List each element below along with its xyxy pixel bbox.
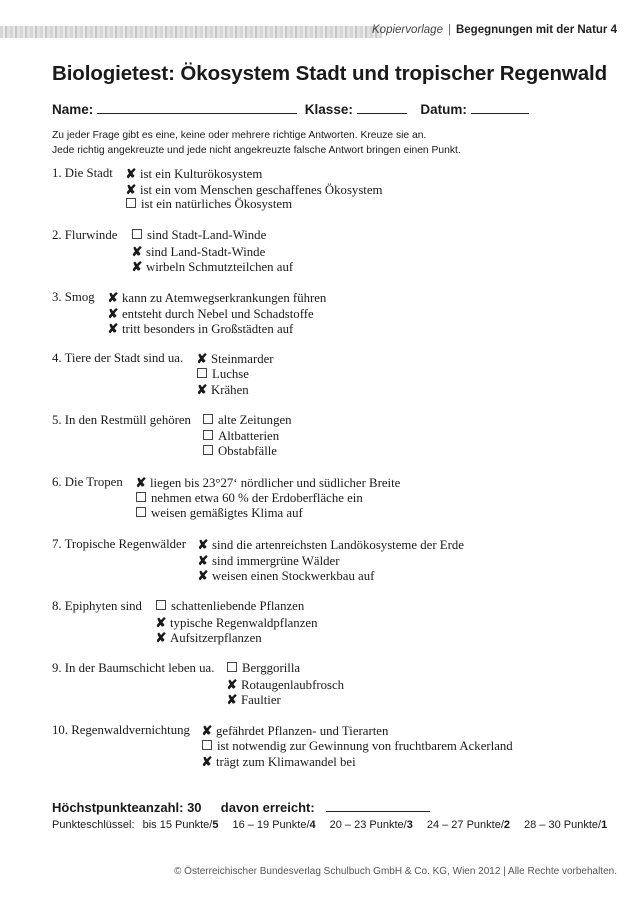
- class-field[interactable]: [357, 102, 407, 114]
- grade-range: 20 – 23 Punkte/: [329, 819, 407, 831]
- empty-checkbox-icon[interactable]: [197, 368, 207, 378]
- question-4: 4. Tiere der Stadt sind ua.: [52, 351, 184, 365]
- question-10: 10. Regenwaldvernichtung: [52, 723, 190, 737]
- answer-option[interactable]: [125, 197, 292, 212]
- answer-text: sind Land-Stadt-Winde: [146, 244, 266, 259]
- answer-option[interactable]: [131, 259, 293, 274]
- answer-option[interactable]: [107, 306, 314, 321]
- checked-cross-icon[interactable]: ✘: [226, 692, 238, 707]
- checked-cross-icon[interactable]: ✘: [125, 181, 137, 197]
- answer-text: Obstabfälle: [218, 444, 277, 458]
- empty-checkbox-icon[interactable]: [227, 662, 237, 672]
- answer-text: weisen einen Stockwerkbau auf: [212, 569, 375, 583]
- answer-text: ist ein vom Menschen geschaffenes Ökosystem: [140, 182, 383, 197]
- checked-cross-icon[interactable]: ✘: [201, 723, 213, 738]
- date-field[interactable]: [471, 102, 529, 114]
- checked-cross-icon[interactable]: ✘: [197, 537, 209, 552]
- header: Kopiervorlage | Begegnungen mit der Natur 4: [372, 24, 617, 36]
- date-label: Datum:: [420, 102, 467, 117]
- answer-option[interactable]: [226, 692, 281, 707]
- grade-value: 5: [212, 819, 219, 831]
- answer-option[interactable]: [226, 677, 344, 692]
- answer-option[interactable]: [226, 661, 300, 676]
- answer-text: sind Stadt-Land-Winde: [147, 228, 267, 242]
- answer-option[interactable]: [196, 382, 249, 397]
- question-9: 9. In der Baumschicht leben ua.: [52, 661, 215, 675]
- answer-text: entsteht durch Nebel und Schadstoffe: [122, 306, 314, 321]
- instruction-line: Zu jeder Frage gibt es eine, keine oder mehrere richtige Antworten. Kreuze sie an.: [52, 130, 427, 141]
- checked-cross-icon[interactable]: ✘: [155, 614, 167, 630]
- grade-entry: [232, 819, 315, 831]
- answer-option[interactable]: [135, 506, 303, 521]
- answer-text: kann zu Atemwegserkrankungen führen: [122, 291, 327, 305]
- checked-cross-icon[interactable]: ✘: [107, 290, 119, 305]
- achieved-field[interactable]: [326, 800, 430, 812]
- answer-text: ist ein natürliches Ökosystem: [141, 197, 293, 211]
- page-title: Biologietest: Ökosystem Stadt und tropischer Regenwald: [52, 62, 608, 85]
- answer-text: ist notwendig zur Gewinnung von fruchtbarem Ackerland: [217, 738, 513, 753]
- grade-range: 16 – 19 Punkte/: [232, 819, 310, 831]
- answer-text: alte Zeitungen: [218, 413, 292, 427]
- grade-range: 24 – 27 Punkte/: [426, 819, 504, 831]
- answer-text: trägt zum Klimawandel bei: [216, 755, 356, 769]
- checked-cross-icon[interactable]: ✘: [226, 676, 238, 692]
- checked-cross-icon[interactable]: ✘: [107, 321, 119, 336]
- answer-text: nehmen etwa 60 % der Erdoberfläche ein: [151, 490, 363, 505]
- answer-text: liegen bis 23°27‘ nördlicher und südlicher Breite: [150, 476, 401, 490]
- grading-key-label: Punkteschlüssel:: [52, 819, 135, 831]
- empty-checkbox-icon[interactable]: [136, 492, 146, 502]
- instruction-line: Jede richtig angekreuzte und jede nicht angekreuzte falsche Antwort bringen einen Punkt.: [52, 145, 461, 156]
- header-copy-template: Kopiervorlage: [372, 24, 443, 36]
- grade-entry: [143, 819, 219, 831]
- answer-option[interactable]: [202, 413, 292, 428]
- answer-option[interactable]: [135, 475, 400, 490]
- answer-option[interactable]: [155, 615, 317, 630]
- checked-cross-icon[interactable]: ✘: [197, 552, 209, 568]
- header-book-title: Begegnungen mit der Natur 4: [455, 24, 617, 36]
- checked-cross-icon[interactable]: ✘: [125, 166, 137, 181]
- answer-text: weisen gemäßigtes Klima auf: [151, 506, 303, 520]
- answer-text: Faultier: [241, 693, 281, 707]
- answer-option[interactable]: [135, 491, 363, 506]
- achieved-label: davon erreicht:: [220, 800, 315, 815]
- empty-checkbox-icon[interactable]: [136, 507, 146, 517]
- answer-text: typische Regenwaldpflanzen: [170, 615, 318, 630]
- question-3: 3. Smog: [52, 290, 95, 304]
- empty-checkbox-icon[interactable]: [202, 740, 212, 750]
- answer-option[interactable]: [197, 568, 374, 583]
- answer-text: Luchse: [212, 366, 249, 381]
- grade-entry: [330, 819, 413, 831]
- answer-option[interactable]: [107, 290, 326, 305]
- answer-option[interactable]: [196, 351, 274, 366]
- answer-option[interactable]: [197, 553, 339, 568]
- name-field[interactable]: [97, 102, 297, 114]
- grade-value: 2: [503, 819, 511, 831]
- name-label: Name:: [52, 102, 94, 117]
- grade-entry: [427, 819, 510, 831]
- empty-checkbox-icon[interactable]: [156, 600, 166, 610]
- answer-text: sind die artenreichsten Landökosysteme der Erde: [212, 538, 464, 552]
- empty-checkbox-icon[interactable]: [126, 198, 136, 208]
- answer-text: Berggorilla: [242, 661, 301, 675]
- grade-value: 4: [309, 819, 316, 831]
- student-fields: [52, 102, 529, 117]
- checked-cross-icon[interactable]: ✘: [131, 259, 143, 274]
- grade-entry: [524, 819, 607, 831]
- answer-option[interactable]: [201, 739, 513, 754]
- score-summary: [52, 800, 430, 815]
- checked-cross-icon[interactable]: ✘: [131, 243, 143, 259]
- grade-range: 28 – 30 Punkte/: [524, 819, 602, 831]
- answer-text: tritt besonders in Großstädten auf: [122, 322, 294, 336]
- checked-cross-icon[interactable]: ✘: [201, 754, 213, 769]
- question-6: 6. Die Tropen: [52, 475, 123, 489]
- empty-checkbox-icon[interactable]: [203, 445, 213, 455]
- checked-cross-icon[interactable]: ✘: [196, 351, 208, 366]
- answer-option[interactable]: [155, 599, 304, 614]
- answer-option[interactable]: [155, 630, 262, 645]
- answer-option[interactable]: [201, 754, 356, 769]
- question-8: 8. Epiphyten sind: [52, 599, 142, 613]
- answer-text: ist ein Kulturökosystem: [140, 167, 263, 181]
- copyright-footer: © Österreichischer Bundesverlag Schulbuch GmbH & Co. KG, Wien 2012 | Alle Rechte vorbehalten.: [174, 866, 617, 877]
- answer-text: sind immergrüne Wälder: [212, 553, 340, 568]
- checked-cross-icon[interactable]: ✘: [197, 568, 209, 583]
- checked-cross-icon[interactable]: ✘: [196, 382, 208, 397]
- checked-cross-icon[interactable]: ✘: [155, 630, 167, 645]
- header-decor-bar: [0, 26, 382, 38]
- answer-option[interactable]: [125, 182, 383, 197]
- empty-checkbox-icon[interactable]: [203, 430, 213, 440]
- answer-option[interactable]: [197, 537, 464, 552]
- empty-checkbox-icon[interactable]: [132, 229, 142, 239]
- answer-text: Krähen: [211, 383, 249, 397]
- class-label: Klasse:: [304, 102, 353, 117]
- question-5: 5. In den Restmüll gehören: [52, 413, 191, 427]
- question-2: 2. Flurwinde: [52, 228, 118, 242]
- answer-text: Steinmarder: [211, 352, 274, 366]
- empty-checkbox-icon[interactable]: [203, 414, 213, 424]
- answer-option[interactable]: [107, 321, 293, 336]
- checked-cross-icon[interactable]: ✘: [135, 475, 147, 490]
- question-1: 1. Die Stadt: [52, 166, 113, 180]
- grade-range: bis 15 Punkte/: [142, 819, 213, 831]
- answer-text: wirbeln Schmutzteilchen auf: [146, 260, 294, 274]
- answer-text: Rotaugenlaubfrosch: [241, 677, 345, 692]
- instructions: [52, 128, 461, 158]
- answer-option[interactable]: [125, 166, 262, 181]
- answer-option[interactable]: [202, 444, 277, 459]
- grade-value: 3: [406, 819, 413, 831]
- answer-option[interactable]: [201, 723, 388, 738]
- question-7: 7. Tropische Regenwälder: [52, 537, 186, 551]
- checked-cross-icon[interactable]: ✘: [107, 305, 119, 321]
- answer-option[interactable]: [196, 367, 249, 382]
- answer-text: Aufsitzerpflanzen: [170, 631, 262, 645]
- grading-key: [52, 819, 621, 831]
- answer-option[interactable]: [131, 228, 266, 243]
- answer-text: gefährdet Pflanzen- und Tierarten: [216, 724, 389, 738]
- answer-option[interactable]: [131, 244, 265, 259]
- answer-text: schattenliebende Pflanzen: [171, 599, 305, 613]
- grade-value: 1: [601, 819, 608, 831]
- max-points: Höchstpunkteanzahl: 30: [52, 800, 202, 815]
- answer-option[interactable]: [202, 429, 279, 444]
- answer-text: Altbatterien: [218, 428, 280, 443]
